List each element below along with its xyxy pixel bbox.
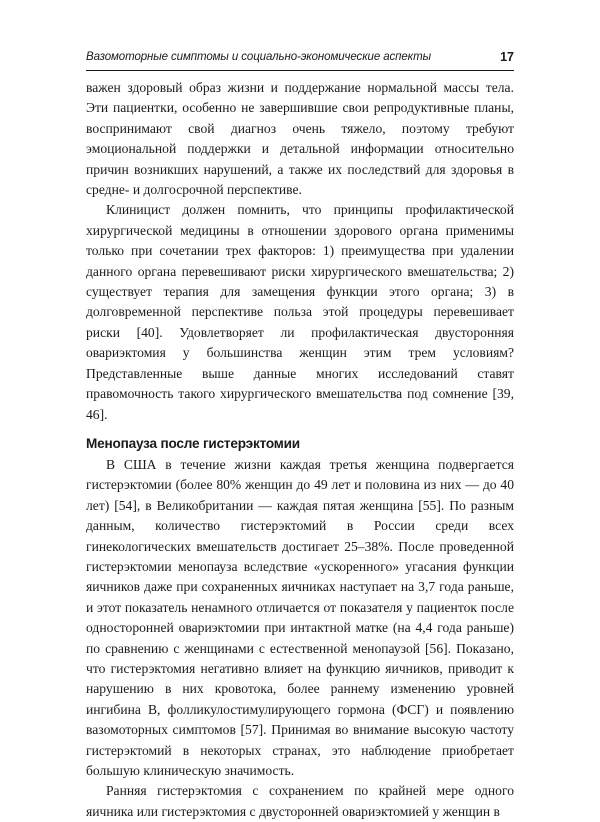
paragraph-hysterectomy-stats: В США в течение жизни каждая третья женщина подвергается гистерэктомии (более 80% женщин до 49 лет и половина из них — до 40 лет) [54], в Великобритании — каждая пятая женщина [55]. По разным данным, количество гистерэктомий в России среди всех гинекологических вмешательств достигает 25–38%. После проведенной гистерэктомии менопауза вследствие «ускоренного» угасания функции яичников даже при сохраненных яичниках наступает на 3,7 года раньше, и этот показатель ненамного отличается от показателя у пациенток после односторонней овариэктомии при интактной матке (на 4,4 года раньше) по сравнению с женщинами с естественной менопаузой [56]. Показано, что гистерэктомия негативно влияет на функцию яичников, приводит к нарушению в них кровотока, более раннему изменению уровней ингибина В, фолликулостимулирующего гормона (ФСГ) и появлению вазомоторных симптомов [57]. Принимая во внимание высокую частоту гистерэктомий в некоторых странах, это наблюдение приобретает большую клиническую значимость. [86, 456, 514, 778]
paragraph-clinician: Клиницист должен помнить, что принципы профилактической хирургической медицины в отношении здорового органа применимы только при сочетании трех факторов: 1) преимущества при удалении данного органа перевешивают риски хирургического вмешательства; 2) существует терапия для замещения функции этого органа; 3) в долговременной перспективе польза этой процедуры перевешивает риски [40]. Удовлетворяет ли профилактическая двусторонняя овариэктомия у большинства женщин этим трем условиям? Представленные выше данные многих исследований ставят правомочность такого хирургического вмешательства под сомнение [39, 46]. [86, 202, 514, 422]
page-number: 17 [500, 50, 514, 64]
body-text [86, 78, 514, 822]
paragraph-intro-continued: важен здоровый образ жизни и поддержание нормальной массы тела. Эти пациентки, особенно не завершившие свои репродуктивные планы, воспринимают свой диагноз очень тяжело, поэтому требуют эмоциональной поддержки и детальной информации относительно причин возникших нарушений, а также их последствий для здоровья в средне- и долгосрочной перспективе. [86, 80, 514, 198]
paragraph-early-hysterectomy: Ранняя гистерэктомия с сохранением по крайней мере одного яичника или гистерэктомия с двусторонней овариэктомией у женщин в [86, 783, 514, 819]
running-header [86, 50, 514, 71]
book-page [86, 50, 514, 822]
section-heading: Менопауза после гистерэктомии [86, 435, 300, 451]
running-title: Вазомоторные симптомы и социально-экономические аспекты [86, 51, 431, 63]
